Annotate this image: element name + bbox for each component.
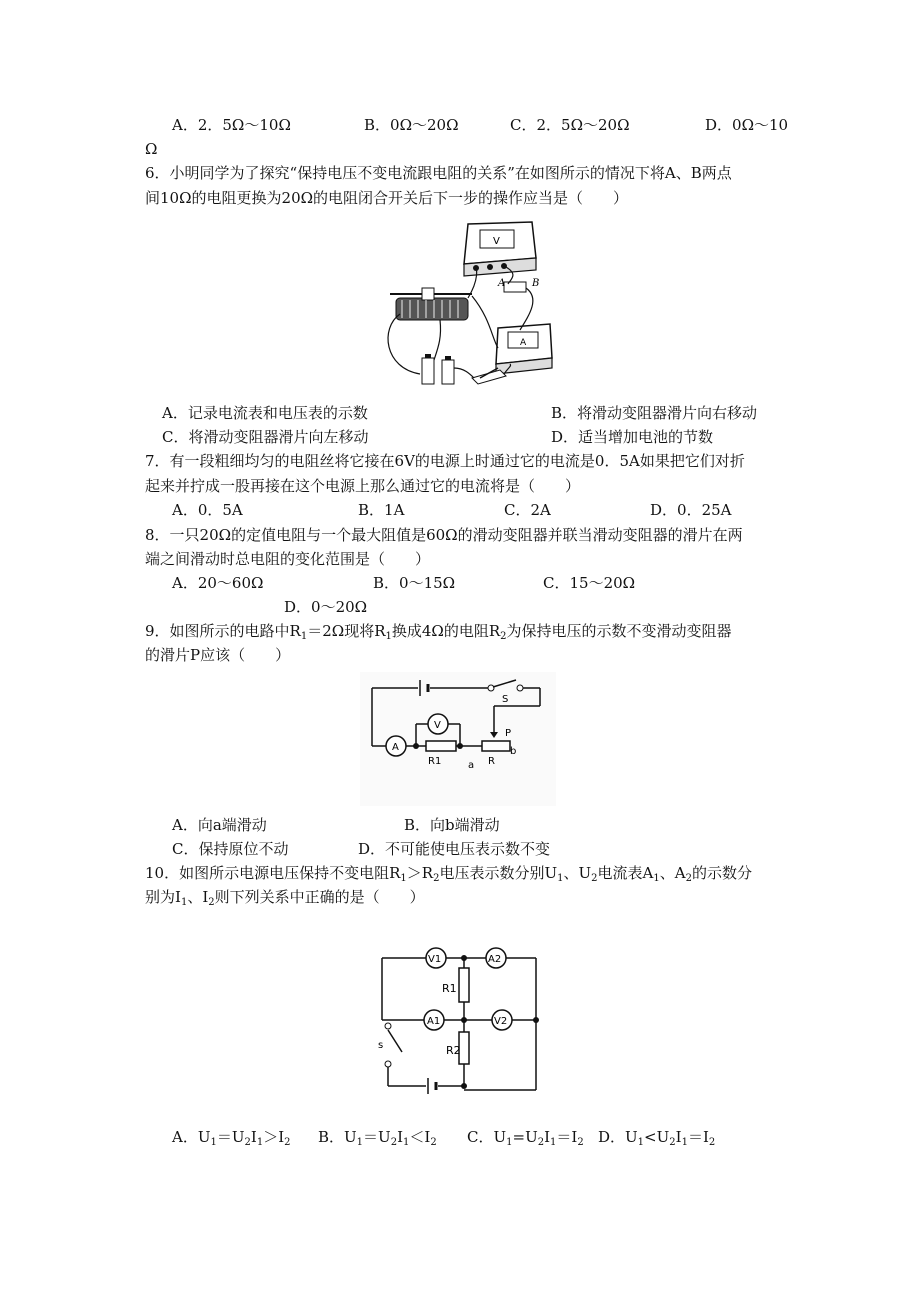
q6-voltmeter-label: V [493, 236, 500, 247]
q9-end-a-label: a [468, 760, 475, 771]
q7-option-a: A．0．5A [172, 501, 243, 519]
q6-option-c: C．将滑动变阻器滑片向左移动 [162, 428, 369, 446]
q10-v1-label: V1 [428, 954, 442, 965]
q10-r1-label: R1 [442, 982, 457, 995]
q5-option-d-unit: Ω [145, 140, 158, 158]
q6-option-d: D．适当增加电池的节数 [551, 428, 714, 446]
q8-option-d: D．0～20Ω [284, 598, 368, 616]
q5-option-b: B．0Ω～20Ω [364, 116, 459, 134]
q10-a2-label: A2 [488, 954, 502, 965]
q5-option-a: A．2．5Ω～10Ω [172, 116, 291, 134]
q9-end-b-label: b [510, 746, 517, 757]
q10-v2-label: V2 [494, 1016, 508, 1027]
battery-icon [422, 354, 454, 384]
q7-option-b: B．1A [358, 501, 405, 519]
q6-stem-line2: 间10Ω的电阻更换为20Ω的电阻闭合开关后下一步的操作应当是（ ） [145, 189, 629, 207]
q9-voltmeter-label: V [434, 720, 441, 731]
q10-stem-line1: 10．如图所示电源电压保持不变电阻$R_1>R_2$电压表示数分别$U_1$、$U_2$电流表$A_1$、$A_2$的示数分 [145, 864, 752, 884]
q6-option-a: A．记录电流表和电压表的示数 [162, 404, 368, 422]
q10-option-c: C．$U_1=U_2I_1=I_2$ [467, 1128, 584, 1148]
q9-circuit-diagram [360, 672, 556, 806]
resistor-ab [504, 282, 526, 292]
q9-slider-label: P [505, 728, 512, 739]
q6-circuit-photo [380, 218, 555, 390]
q9-option-b: B．向b端滑动 [404, 816, 500, 834]
rheostat-coil [390, 288, 472, 320]
q9-stem-line2: 的滑片P应该（ ） [145, 646, 291, 664]
q9-switch-label: S [502, 694, 509, 705]
q9-option-a: A．向a端滑动 [172, 816, 267, 834]
q5-option-d: D．0Ω～10 [705, 116, 789, 134]
q10-circuit-diagram [374, 940, 546, 1096]
q9-rheostat-label: R [488, 756, 495, 767]
q10-r2-label: R2 [446, 1044, 461, 1057]
q6-point-a-label: A [498, 278, 506, 289]
q8-stem-line1: 8．一只20Ω的定值电阻与一个最大阻值是60Ω的滑动变阻器并联当滑动变阻器的滑片在两 [145, 526, 743, 544]
q8-option-b: B．0～15Ω [373, 574, 456, 592]
q7-option-c: C．2A [504, 501, 551, 519]
q10-option-a: A．$U_1=U_2I_1>I_2$ [172, 1128, 291, 1148]
q10-switch-label: s [378, 1040, 384, 1051]
switch-icon [388, 1030, 402, 1052]
q8-option-a: A．20～60Ω [172, 574, 264, 592]
q10-option-d: D．$U_1<U_2I_1=I_2$ [598, 1128, 716, 1148]
q6-option-b: B．将滑动变阻器滑片向右移动 [551, 404, 758, 422]
q6-stem-line1: 6．小明同学为了探究“保持电压不变电流跟电阻的关系”在如图所示的情况下将A、B两点 [145, 164, 732, 182]
q5-option-c: C．2．5Ω～20Ω [510, 116, 630, 134]
q7-stem-line2: 起来并拧成一股再接在这个电源上那么通过它的电流将是（ ） [145, 477, 581, 495]
switch-icon [472, 368, 506, 384]
q9-r1-label: R1 [428, 756, 442, 767]
q9-option-c: C．保持原位不动 [172, 840, 289, 858]
q7-stem-line1: 7．有一段粗细均匀的电阻丝将它接在6V的电源上时通过它的电流是0．5A如果把它们对折 [145, 452, 745, 470]
rheostat-r [482, 741, 510, 751]
q9-option-d: D．不可能使电压表示数不变 [358, 840, 551, 858]
q10-a1-label: A1 [427, 1016, 441, 1027]
q8-option-c: C．15～20Ω [543, 574, 636, 592]
q9-ammeter-label: A [392, 742, 399, 753]
q9-stem-line1: 9．如图所示的电路中$R_1=2\Omega$现将$R_1$换成4Ω的电阻$R_2$为保持电压的示数不变滑动变阻器 [145, 622, 732, 642]
ammeter-icon [496, 324, 552, 374]
q6-ammeter-label: A [520, 338, 527, 348]
q8-stem-line2: 端之间滑动时总电阻的变化范围是（ ） [145, 550, 431, 568]
q10-option-b: B．$U_1=U_2I_1<I_2$ [318, 1128, 437, 1148]
q10-stem-line2: 别为$I_1$、$I_2$则下列关系中正确的是（ ） [145, 888, 425, 908]
q7-option-d: D．0．25A [650, 501, 732, 519]
voltmeter-icon [464, 222, 536, 276]
q6-point-b-label: B [532, 278, 540, 289]
resistor-r1 [459, 968, 469, 1002]
resistor-r1 [426, 741, 456, 751]
